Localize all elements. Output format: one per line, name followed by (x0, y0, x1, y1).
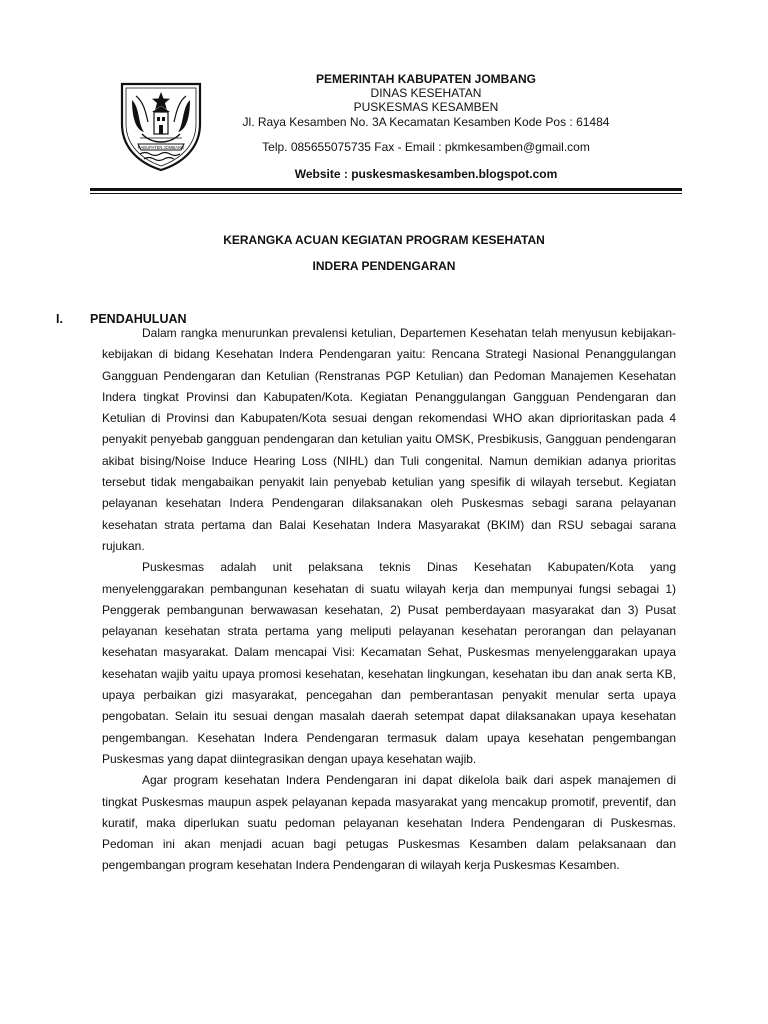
section-body (102, 323, 676, 877)
paragraph: Puskesmas adalah unit pelaksana teknis Dinas Kesehatan Kabupaten/Kota yang menyelenggarakan pembangunan kesehatan di suatu wilayah kerja dan mempunyai fungsi sebagai 1) Penggerak pembangunan berwawasan kesehatan, 2) Pusat pemberdayaan masyarakat dan 3) Pusat pelayanan kesehatan strata pertama yang meliputi pelayanan kesehatan perorangan dan pelayanan kesehatan masyarakat. Dalam mencapai Visi: Kecamatan Sehat, Puskesmas menyelenggarakan upaya kesehatan wajib yaitu upaya promosi kesehatan, kesehatan lingkungan, kesehatan ibu dan anak serta KB, upaya perbaikan gizi masyarakat, pencegahan dan pemberantasan penyakit menular serta upaya pengobatan. Selain itu sesuai dengan masalah daerah setempat dapat dilaksanakan upaya kesehatan pengembangan. Kesehatan Indera Pendengaran termasuk dalam upaya kesehatan pengembangan Puskesmas yang dapat diintegrasikan dengan upaya kesehatan wajib. (102, 560, 676, 766)
paragraph: Agar program kesehatan Indera Pendengaran ini dapat dikelola baik dari aspek manajemen di tingkat Puskesmas maupun aspek pelayanan kepada masyarakat yang mencakup promotif, preventif, dan kuratif, maka diperlukan suatu pedoman pelayanan kesehatan Indera Pendengaran di Puskesmas. Pedoman ini akan menjadi acuan bagi petugas Puskesmas Kesamben dalam pelaksanaan dan pengembangan program kesehatan Indera Pendengaran di wilayah kerja Puskesmas Kesamben. (102, 773, 676, 873)
document-title: KERANGKA ACUAN KEGIATAN PROGRAM KESEHATAN (223, 233, 545, 247)
letterhead-contact: Telp. 085655075735 Fax - Email : pkmkesamben@gmail.com (262, 140, 590, 154)
kabupaten-jombang-emblem-icon (118, 80, 204, 172)
emblem-banner-text: KABUPATEN JOMBANG (137, 144, 185, 150)
letterhead-government: PEMERINTAH KABUPATEN JOMBANG (315, 72, 536, 86)
paragraph: Dalam rangka menurunkan prevalensi ketulian, Departemen Kesehatan telah menyusun kebijakan-kebijakan di bidang Kesehatan Indera Pendengaran yaitu: Rencana Strategi Nasional Penanggulangan Gangguan Pendengaran dan Ketulian (Renstranas PGP Ketulian) dan Pedoman Manajemen Kesehatan Indera tingkat Provinsi dan Kabupaten/Kota. Kegiatan Penanggulangan Gangguan Pendengaran dan Ketulian di Provinsi dan Kabupaten/Kota sesuai dengan rekomendasi WHO akan diprioritaskan pada 4 penyakit penyebab gangguan pendengaran dan ketulian yaitu OMSK, Presbikusis, Gangguan pendengaran akibat bising/Noise Induce Hearing Loss (NIHL) dan Tuli congenital. Namun demikian adanya prioritas tersebut tidak mengabaikan penyakit lain penyebab ketulian yang spesifik di wilayah tersebut. Kegiatan pelayanan kesehatan Indera Pendengaran dilaksanakan oleh Puskesmas sebagi sarana pelayanan kesehatan strata pertama dan Balai Kesehatan Indera Masyarakat (BKIM) dan RSU sebagai sarana rujukan. (102, 326, 676, 553)
section-number: I. (56, 312, 63, 326)
letterhead-website: Website : puskesmaskesamben.blogspot.com (294, 167, 558, 181)
letterhead-agency: DINAS KESEHATAN (370, 86, 482, 100)
section-heading: PENDAHULUAN (90, 312, 187, 326)
letterhead-divider-thin (90, 193, 682, 194)
letterhead-address: Jl. Raya Kesamben No. 3A Kecamatan Kesamben Kode Pos : 61484 (242, 115, 610, 129)
letterhead (200, 72, 652, 181)
letterhead-divider-thick (90, 188, 682, 191)
letterhead-puskesmas: PUSKESMAS KESAMBEN (353, 100, 499, 114)
document-subtitle: INDERA PENDENGARAN (312, 259, 456, 273)
